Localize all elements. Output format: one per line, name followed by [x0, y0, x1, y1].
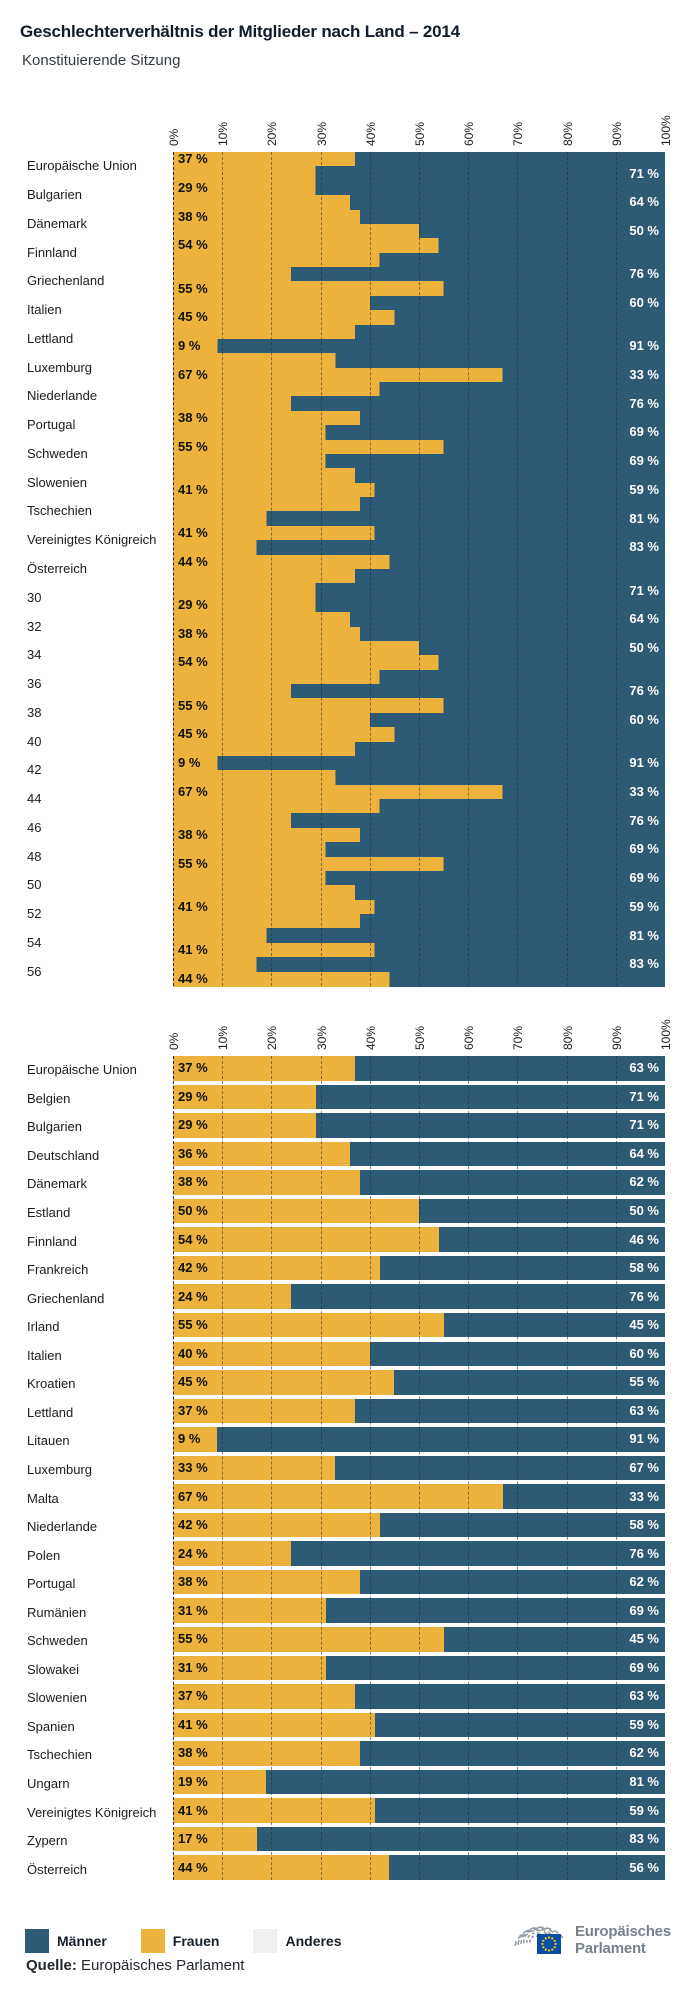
y-axis-label: 54	[27, 934, 42, 950]
value-label-frauen: 41 %	[178, 481, 208, 497]
value-label-maenner: 76 %	[629, 1545, 659, 1561]
value-label-maenner: 50 %	[629, 1203, 659, 1218]
value-label-frauen: 44 %	[178, 970, 208, 986]
value-label-frauen: 24 %	[178, 1545, 208, 1561]
value-label-frauen: 67 %	[178, 1488, 208, 1504]
value-label-maenner: 50 %	[629, 223, 659, 239]
gridline	[321, 152, 322, 986]
y-axis-label: Estland	[27, 1205, 71, 1221]
value-label-maenner: 81 %	[629, 510, 659, 526]
y-axis-label: Vereinigtes Königreich	[27, 1804, 157, 1820]
value-label-maenner: 60 %	[629, 711, 659, 727]
value-label-frauen: 54 %	[178, 654, 208, 670]
value-label-frauen: 45 %	[178, 309, 208, 325]
y-axis-label: 34	[27, 647, 42, 663]
value-label-maenner: 76 %	[629, 812, 659, 828]
value-label-maenner: 58 %	[629, 1260, 659, 1276]
value-label-maenner: 67 %	[629, 1459, 659, 1475]
value-label-maenner: 60 %	[629, 1345, 659, 1361]
y-axis-label: Litauen	[27, 1433, 70, 1449]
y-axis-label: Europäische Union	[27, 1062, 137, 1078]
y-axis-label: 52	[27, 906, 42, 922]
y-axis-label: Zypern	[27, 1833, 68, 1849]
y-axis-label: Italien	[27, 1347, 62, 1363]
y-axis-label: 30	[27, 589, 42, 605]
value-label-maenner: 76 %	[629, 266, 659, 282]
y-axis-label: Italien	[27, 302, 62, 318]
value-label-frauen: 55 %	[178, 1631, 208, 1647]
value-label-maenner: 64 %	[629, 611, 659, 627]
value-label-frauen: 41 %	[178, 525, 208, 541]
y-axis-label: 36	[27, 676, 42, 692]
value-label-frauen: 50 %	[178, 1203, 208, 1218]
y-axis-label: Griechenland	[27, 273, 105, 289]
value-label-frauen: 38 %	[178, 1574, 208, 1590]
value-label-frauen: 37 %	[178, 1688, 208, 1704]
y-axis-label: Belgien	[27, 1090, 71, 1106]
y-axis-label: Malta	[27, 1490, 59, 1506]
y-axis-label: Lettland	[27, 330, 74, 346]
value-label-maenner: 59 %	[629, 481, 659, 497]
y-axis-label: Lettland	[27, 1404, 74, 1420]
y-axis-label: Slowakei	[27, 1661, 80, 1677]
y-axis-label: 56	[27, 963, 42, 979]
value-label-frauen: 44 %	[178, 1859, 208, 1875]
x-tick-label: 30%	[314, 1025, 329, 1050]
value-label-maenner: 33 %	[629, 366, 659, 382]
value-label-frauen: 38 %	[178, 1174, 208, 1190]
gridline	[271, 152, 272, 986]
legend-label-anderes: Anderes	[285, 1933, 342, 1949]
y-axis-label: Finnland	[27, 244, 77, 260]
y-axis-label: Slowenien	[27, 474, 87, 490]
gridline	[419, 152, 420, 986]
value-label-maenner: 62 %	[629, 1574, 659, 1590]
value-label-frauen: 38 %	[178, 208, 208, 224]
ep-logo-line1: Europäisches	[575, 1923, 671, 1940]
value-label-frauen: 54 %	[178, 1231, 208, 1247]
ep-logo-line2: Parlament	[575, 1940, 646, 1957]
gridline	[468, 1056, 469, 1880]
value-label-maenner: 69 %	[629, 841, 659, 857]
value-label-frauen: 45 %	[178, 726, 208, 742]
value-label-frauen: 55 %	[178, 855, 208, 871]
y-axis-label: 40	[27, 733, 42, 749]
x-tick-label: 70%	[511, 1025, 526, 1050]
source-text: Europäisches Parlament	[81, 1957, 245, 1974]
value-label-frauen: 29 %	[178, 596, 208, 612]
value-label-maenner: 81 %	[629, 1774, 659, 1789]
legend-label-frauen: Frauen	[172, 1933, 220, 1949]
x-tick-label: 0%	[167, 1032, 181, 1050]
value-label-frauen: 17 %	[178, 1831, 208, 1847]
value-label-maenner: 62 %	[629, 1174, 659, 1190]
value-label-maenner: 91 %	[629, 1431, 659, 1447]
gridline	[567, 152, 568, 986]
value-label-maenner: 45 %	[629, 1317, 659, 1333]
value-label-maenner: 33 %	[629, 783, 659, 799]
gridline	[665, 152, 666, 986]
bar-segment-frauen	[173, 1627, 444, 1652]
x-tick-label: 10%	[216, 1025, 231, 1050]
value-label-maenner: 71 %	[629, 1088, 659, 1104]
gridline	[370, 152, 371, 986]
value-label-maenner: 81 %	[629, 927, 659, 943]
value-label-maenner: 69 %	[629, 1659, 659, 1675]
gridline	[517, 152, 518, 986]
ep-logo-text	[575, 1923, 671, 1957]
gridline	[222, 1056, 223, 1880]
y-axis-label: Finnland	[27, 1233, 77, 1249]
value-label-maenner: 63 %	[629, 1060, 659, 1076]
value-label-frauen: 55 %	[178, 438, 208, 454]
gridline	[567, 1056, 568, 1880]
value-label-frauen: 44 %	[178, 553, 208, 569]
x-tick-label: 80%	[560, 1025, 575, 1050]
value-label-frauen: 31 %	[178, 1659, 208, 1675]
y-axis-label: Europäische Union	[27, 158, 137, 174]
value-label-frauen: 19 %	[178, 1774, 208, 1789]
x-tick-label: 100%	[659, 1019, 673, 1050]
x-tick-label: 30%	[314, 121, 329, 146]
value-label-frauen: 36 %	[178, 1145, 208, 1161]
value-label-frauen: 29 %	[178, 1117, 208, 1133]
ep-hemicycle-icon	[503, 1916, 569, 1964]
y-axis-label: Tschechien	[27, 1747, 93, 1763]
gridline	[222, 152, 223, 986]
x-tick-label: 20%	[265, 121, 280, 146]
y-axis-label: Luxemburg	[27, 1461, 93, 1477]
y-axis-label: Österreich	[27, 1861, 87, 1877]
value-label-maenner: 56 %	[629, 1859, 659, 1875]
value-label-maenner: 63 %	[629, 1688, 659, 1704]
bar-segment-frauen	[173, 1313, 444, 1338]
value-label-frauen: 31 %	[178, 1602, 208, 1618]
value-label-maenner: 91 %	[629, 755, 659, 771]
value-label-maenner: 76 %	[629, 683, 659, 699]
legend	[25, 1929, 376, 1953]
bar-segment-frauen	[173, 1199, 419, 1224]
x-tick-label: 40%	[363, 1025, 378, 1050]
value-label-maenner: 76 %	[629, 1288, 659, 1304]
value-label-maenner: 69 %	[629, 424, 659, 440]
y-axis-label: Slowenien	[27, 1690, 87, 1706]
bar-segment-frauen	[173, 1227, 439, 1252]
ep-logo	[503, 1916, 671, 1964]
value-label-maenner: 69 %	[629, 453, 659, 469]
value-label-frauen: 54 %	[178, 237, 208, 253]
value-label-frauen: 37 %	[178, 1060, 208, 1076]
y-axis-label: Vereinigtes Königreich	[27, 532, 157, 548]
value-label-maenner: 71 %	[629, 582, 659, 598]
y-axis-label: Frankreich	[27, 1262, 89, 1278]
value-label-maenner: 45 %	[629, 1631, 659, 1647]
gridline	[665, 1056, 666, 1880]
y-axis-label: Portugal	[27, 1576, 76, 1592]
value-label-frauen: 42 %	[178, 1517, 208, 1533]
y-axis-label: Schweden	[27, 445, 88, 461]
y-axis-label: Niederlande	[27, 1519, 98, 1535]
y-axis-label: Spanien	[27, 1718, 75, 1734]
value-label-maenner: 69 %	[629, 1602, 659, 1618]
value-label-frauen: 29 %	[178, 1088, 208, 1104]
x-tick-label: 60%	[462, 121, 477, 146]
y-axis-label: 44	[27, 791, 42, 807]
value-label-frauen: 9 %	[178, 755, 201, 771]
legend-swatch-maenner	[25, 1929, 49, 1953]
page-subtitle: Konstituierende Sitzung	[22, 52, 181, 69]
page-title: Geschlechterverhältnis der Mitglieder nach Land – 2014	[20, 22, 460, 41]
value-label-frauen: 29 %	[178, 179, 208, 195]
value-label-maenner: 62 %	[629, 1745, 659, 1761]
gridline	[173, 152, 174, 986]
value-label-frauen: 41 %	[178, 942, 208, 958]
value-label-maenner: 63 %	[629, 1402, 659, 1418]
source-label: Quelle:	[26, 1957, 77, 1974]
value-label-frauen: 67 %	[178, 783, 208, 799]
value-label-maenner: 91 %	[629, 338, 659, 354]
value-label-frauen: 41 %	[178, 1716, 208, 1732]
x-tick-label: 100%	[659, 115, 673, 146]
value-label-maenner: 71 %	[629, 1117, 659, 1133]
y-axis-label: 32	[27, 618, 42, 634]
y-axis-label: Deutschland	[27, 1147, 100, 1163]
x-tick-label: 70%	[511, 121, 526, 146]
value-label-maenner: 71 %	[629, 165, 659, 181]
y-axis-label: 42	[27, 762, 42, 778]
x-tick-label: 90%	[609, 1025, 624, 1050]
value-label-frauen: 24 %	[178, 1288, 208, 1304]
x-tick-label: 50%	[413, 1025, 427, 1050]
y-axis-label: Österreich	[27, 561, 87, 576]
value-label-maenner: 55 %	[629, 1374, 659, 1390]
gridline	[419, 1056, 420, 1880]
gridline	[173, 1056, 174, 1880]
x-tick-label: 60%	[462, 1025, 477, 1050]
y-axis-label: Dänemark	[27, 1176, 87, 1192]
value-label-frauen: 55 %	[178, 697, 208, 713]
value-label-maenner: 60 %	[629, 294, 659, 310]
x-tick-label: 90%	[609, 121, 624, 146]
value-label-frauen: 42 %	[178, 1260, 208, 1276]
gridline	[370, 1056, 371, 1880]
y-axis-label: 48	[27, 848, 42, 864]
value-label-frauen: 33 %	[178, 1459, 208, 1475]
value-label-frauen: 41 %	[178, 1802, 208, 1818]
value-label-maenner: 33 %	[629, 1488, 659, 1504]
y-axis-label: 38	[27, 704, 42, 720]
value-label-maenner: 69 %	[629, 870, 659, 886]
value-label-frauen: 9 %	[178, 1431, 201, 1447]
y-axis-label: Dänemark	[27, 215, 87, 231]
value-label-frauen: 38 %	[178, 410, 208, 426]
y-axis-label: Kroatien	[27, 1376, 76, 1392]
y-axis-label: Portugal	[27, 417, 76, 433]
legend-swatch-frauen	[141, 1929, 165, 1953]
x-tick-label: 40%	[363, 121, 378, 146]
source-line	[26, 1957, 244, 1974]
y-axis-label: Irland	[27, 1319, 60, 1335]
value-label-frauen: 38 %	[178, 1745, 208, 1761]
value-label-frauen: 37 %	[178, 1402, 208, 1418]
value-label-frauen: 38 %	[178, 827, 208, 843]
y-axis-label: Bulgarien	[27, 1119, 82, 1135]
value-label-maenner: 83 %	[629, 539, 659, 555]
gridline	[321, 1056, 322, 1880]
gridline	[271, 1056, 272, 1880]
y-axis-label: 46	[27, 819, 42, 835]
value-label-maenner: 59 %	[629, 1716, 659, 1732]
value-label-frauen: 37 %	[178, 151, 208, 167]
legend-swatch-anderes	[253, 1929, 277, 1953]
value-label-maenner: 59 %	[629, 898, 659, 914]
legend-label-maenner: Männer	[57, 1933, 107, 1949]
value-label-maenner: 58 %	[629, 1517, 659, 1533]
y-axis-label: Niederlande	[27, 388, 98, 404]
value-label-frauen: 45 %	[178, 1374, 208, 1390]
y-axis-label: Griechenland	[27, 1290, 105, 1306]
y-axis-label: 50	[27, 877, 42, 893]
value-label-maenner: 59 %	[629, 1802, 659, 1818]
y-axis-label: Polen	[27, 1547, 61, 1563]
x-tick-label: 10%	[216, 121, 231, 146]
value-label-frauen: 55 %	[178, 280, 208, 296]
value-label-frauen: 9 %	[178, 338, 201, 354]
value-label-maenner: 50 %	[629, 640, 659, 656]
value-label-maenner: 83 %	[629, 1831, 659, 1847]
value-label-maenner: 64 %	[629, 1145, 659, 1161]
gridline	[468, 152, 469, 986]
value-label-frauen: 41 %	[178, 898, 208, 914]
value-label-frauen: 38 %	[178, 625, 208, 641]
y-axis-label: Luxemburg	[27, 359, 93, 375]
value-label-maenner: 46 %	[629, 1231, 659, 1247]
x-tick-label: 80%	[560, 121, 575, 146]
value-label-frauen: 67 %	[178, 366, 208, 382]
y-axis-label: Bulgarien	[27, 187, 82, 203]
value-label-maenner: 64 %	[629, 194, 659, 210]
x-tick-label: 20%	[265, 1025, 280, 1050]
x-tick-label: 50%	[413, 121, 427, 146]
x-tick-label: 0%	[167, 128, 181, 146]
gridline	[517, 1056, 518, 1880]
value-label-maenner: 83 %	[629, 956, 659, 972]
value-label-maenner: 76 %	[629, 395, 659, 411]
y-axis-label: Schweden	[27, 1633, 88, 1649]
y-axis-label: Tschechien	[27, 503, 93, 519]
y-axis-label: Rumänien	[27, 1604, 87, 1620]
value-label-frauen: 40 %	[178, 1345, 208, 1361]
value-label-frauen: 55 %	[178, 1317, 208, 1333]
y-axis-label: Ungarn	[27, 1776, 70, 1792]
